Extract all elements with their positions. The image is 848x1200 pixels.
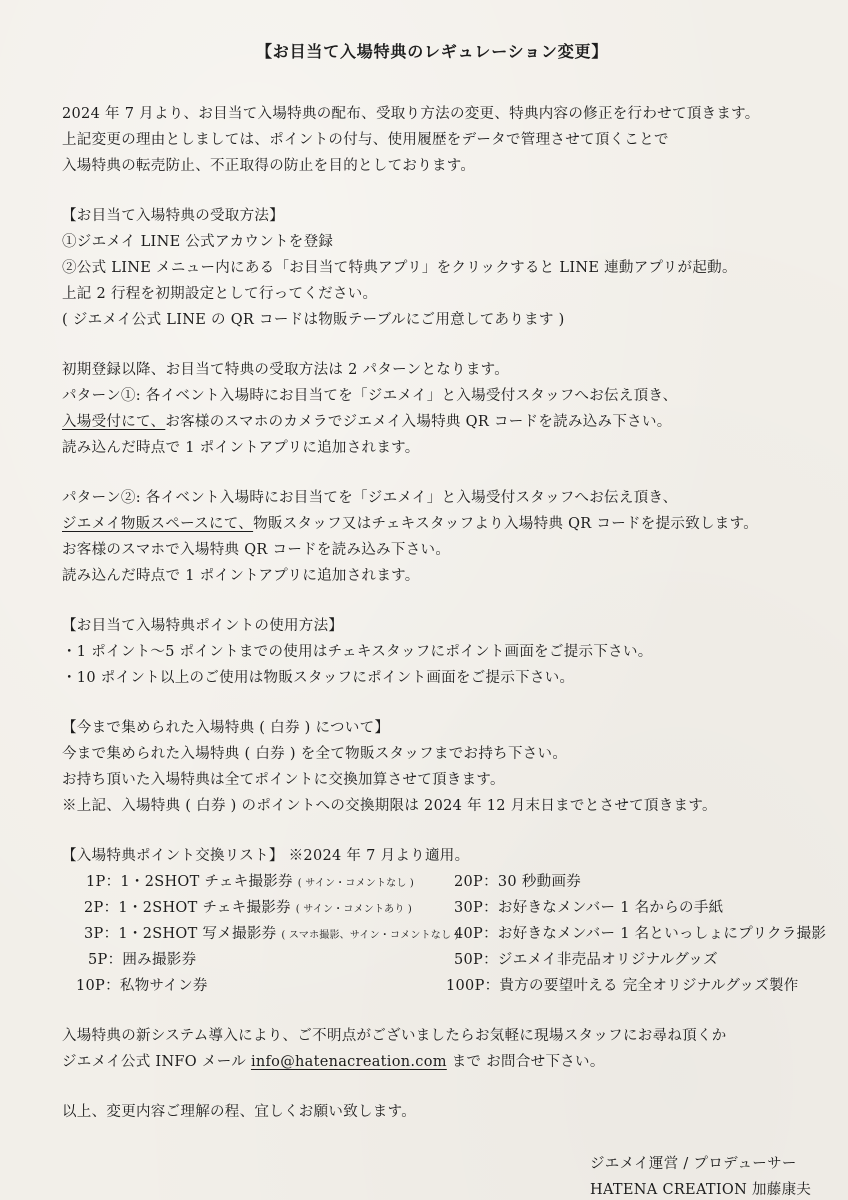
intro-line-2: 上記変更の理由としましては、ポイントの付与、使用履歴をデータで管理させて頂くことで (62, 132, 669, 148)
exchange-right-item: 20P：30 秒動画券 (454, 874, 582, 890)
usage-line-2: ・10 ポイント以上のご使用は物販スタッフにポイント画面をご提示下さい。 (62, 670, 575, 686)
contact-line-2 (62, 1052, 605, 1072)
exchange-left-item (84, 924, 459, 946)
pattern2-line-2-rest: 物販スタッフ又はチェキスタッフより入場特典 QR コードを提示致します。 (253, 516, 759, 532)
pattern1-line-2-rest: お客様のスマホのカメラでジエメイ入場特典 QR コードを読み込み下さい。 (165, 414, 672, 430)
exchange-left-item (88, 950, 196, 970)
usage-heading: 【お目当て入場特典ポイントの使用方法】 (62, 618, 344, 634)
pattern1-line-3: 読み込んだ時点で 1 ポイントアプリに追加されます。 (62, 440, 420, 456)
intro-line-1: 2024 年 7 月より、お目当て入場特典の配布、受取り方法の変更、特典内容の修正を行わせて頂きます。 (62, 106, 760, 122)
exchange-item-text: 10P：私物サイン券 (76, 978, 208, 994)
contact-suffix: まで お問合せ下さい。 (451, 1054, 605, 1070)
signature-role: ジエメイ運営 / プロデューサー (590, 1156, 797, 1172)
signature-name: HATENA CREATION 加藤康夫 (590, 1182, 812, 1198)
pattern2-line-2 (62, 514, 758, 534)
old-tickets-line-2: お持ち頂いた入場特典は全てポイントに交換加算させて頂きます。 (62, 772, 505, 788)
old-tickets-line-1: 今まで集められた入場特典 ( 白券 ) を全て物販スタッフまでお持ち下さい。 (62, 746, 568, 762)
exchange-heading: 【入場特典ポイント交換リスト】 ※2024 年 7 月より適用。 (62, 848, 470, 864)
exchange-right-item: 50P：ジエメイ非売品オリジナルグッズ (454, 952, 718, 968)
contact-prefix: ジエメイ公式 INFO メール (62, 1054, 247, 1070)
old-tickets-heading: 【今まで集められた入場特典 ( 白券 ) について】 (62, 720, 390, 736)
receive-line-1: ①ジエメイ LINE 公式アカウントを登録 (62, 234, 334, 250)
exchange-left-item (76, 976, 208, 996)
contact-email-link[interactable]: info@hatenacreation.com (250, 1054, 447, 1070)
exchange-item-note: ( サイン・コメントなし ) (297, 878, 415, 889)
pattern2-location-underlined: ジエメイ物販スペースにて、 (62, 516, 254, 532)
pattern2-line-4: 読み込んだ時点で 1 ポイントアプリに追加されます。 (62, 568, 420, 584)
pattern1-line-2 (62, 412, 672, 432)
exchange-item-text: 1P：1・2SHOT チェキ撮影券 (86, 874, 293, 890)
old-tickets-line-3: ※上記、入場特典 ( 白券 ) のポイントへの交換期限は 2024 年 12 月末日までとさせて頂きます。 (62, 798, 717, 814)
receive-line-4: ( ジエメイ公式 LINE の QR コードは物販テーブルにご用意してあります ) (62, 312, 565, 328)
exchange-item-note: ( スマホ撮影、サイン・コメントなし ) (281, 930, 459, 941)
pattern2-line-1: パターン②: 各イベント入場時にお目当てを「ジエメイ」と入場受付スタッフへお伝え頂き、 (62, 490, 678, 506)
patterns-intro: 初期登録以降、お目当て特典の受取方法は 2 パターンとなります。 (62, 362, 510, 378)
pattern2-line-3: お客様のスマホで入場特典 QR コードを読み込み下さい。 (62, 542, 451, 558)
closing-text: 以上、変更内容ご理解の程、宜しくお願い致します。 (62, 1104, 417, 1120)
exchange-item-text: 3P：1・2SHOT 写メ撮影券 (84, 926, 277, 942)
contact-line-1: 入場特典の新システム導入により、ご不明点がございましたらお気軽に現場スタッフにお尋ね頂くか (62, 1028, 727, 1044)
exchange-left-item (84, 898, 412, 920)
receive-line-3: 上記 2 行程を初期設定として行ってください。 (62, 286, 378, 302)
intro-line-3: 入場特典の転売防止、不正取得の防止を目的としております。 (62, 158, 476, 174)
exchange-right-item: 100P：貴方の要望叶える 完全オリジナルグッズ製作 (446, 978, 799, 994)
usage-line-1: ・1 ポイント～5 ポイントまでの使用はチェキスタッフにポイント画面をご提示下さい。 (62, 644, 653, 660)
exchange-right-item: 40P：お好きなメンバー 1 名といっしょにプリクラ撮影 (454, 926, 827, 942)
exchange-item-note: ( サイン・コメントあり ) (295, 904, 413, 915)
exchange-item-text: 5P：囲み撮影券 (88, 952, 197, 968)
receive-heading: 【お目当て入場特典の受取方法】 (62, 208, 284, 224)
exchange-right-item: 30P：お好きなメンバー 1 名からの手紙 (454, 900, 724, 916)
pattern1-line-1: パターン①: 各イベント入場時にお目当てを「ジエメイ」と入場受付スタッフへお伝え頂き、 (62, 388, 678, 404)
pattern1-location-underlined: 入場受付にて、 (62, 414, 166, 430)
receive-line-2: ②公式 LINE メニュー内にある「お目当て特典アプリ」をクリックすると LINE 連動アプリが起動。 (62, 260, 737, 276)
exchange-item-text: 2P：1・2SHOT チェキ撮影券 (84, 900, 291, 916)
document-title: 【お目当て入場特典のレギュレーション変更】 (256, 42, 609, 61)
exchange-left-item (86, 872, 414, 894)
